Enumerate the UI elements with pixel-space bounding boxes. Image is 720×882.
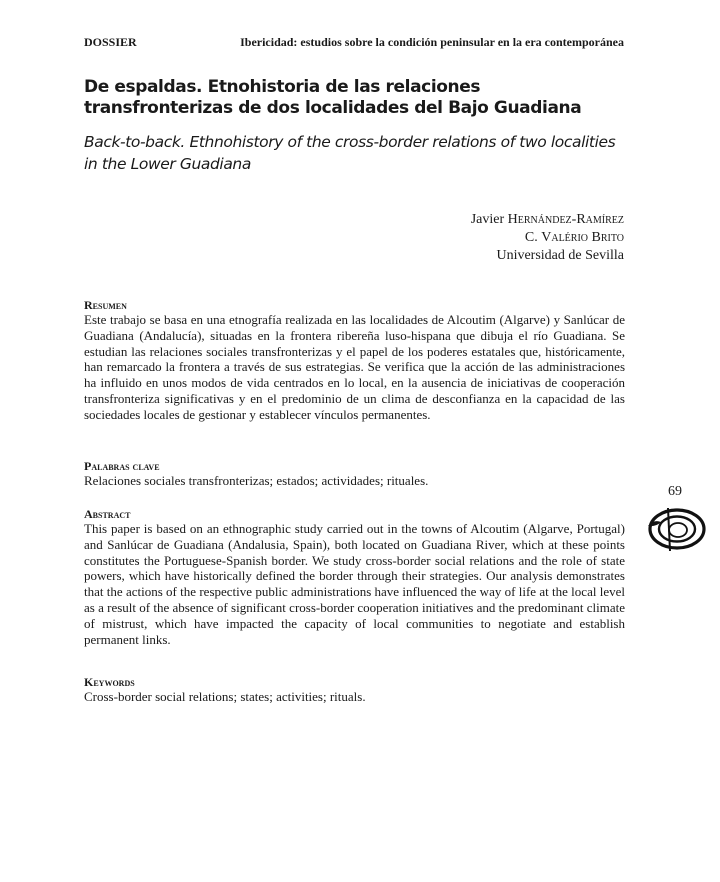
author-1-given: Javier: [470, 212, 505, 227]
keywords-text: Cross-border social relations; states; activities; rituals.: [84, 689, 366, 704]
abstract-text: This paper is based on an ethnographic study carried out in the towns of Alcoutim (Algarve, Portugal) and Sanlúcar de Guadiana (Andalusia, Spain), both located on Guadiana River, which at these points constitutes the Portuguese-Spanish border. We study cross-border social relations and the role of state powers, which have historically defined the border through their strategies. Our analysis demonstrates that the actions of the respective public administrations have influenced the way of life at the local level as a result of the absence of significant cross-border cooperation initiatives and the predominant climate of mistrust, which have impacted the capacity of local communities to negotiate and establish permanent links.: [84, 521, 625, 647]
article-subtitle: Back-to-back. Ethnohistory of the cross-border relations of two localities in the Lower Guadiana: [84, 133, 616, 173]
resumen-text: Este trabajo se basa en una etnografía realizada en las localidades de Alcoutim (Algarve) y Sanlúcar de Guadiana (Andalucía), situadas en la frontera ribereña luso-hispana que dibuja el río Guadiana. Se estudian las relaciones sociales transfronterizas y el papel de los poderes estatales que, históricamente, han remarcado la frontera a través de sus estrategias. Se verifica que la acción de las administraciones ha influido en unos modos de vida centrados en lo local, en la ausencia de iniciativas de cooperación transfronteriza significativas y en el predominio de un clima de desconfianza en la capacidad de las sociedades locales de gestionar y establecer vínculos permanentes.: [84, 312, 625, 422]
palabras-clave-text: Relaciones sociales transfronterizas; estados; actividades; rituales.: [84, 473, 429, 488]
journal-title: Ibericidad: estudios sobre la condición peninsular en la era contemporánea: [240, 35, 624, 49]
affiliation: Universidad de Sevilla: [496, 248, 624, 263]
abstract-section: [84, 507, 625, 647]
page-number: 69: [668, 484, 682, 499]
resumen-section: [84, 298, 625, 423]
palabras-clave-heading: Palabras clave: [84, 459, 160, 473]
resumen-heading: Resumen: [84, 298, 127, 312]
keywords-section: [84, 675, 625, 705]
author-2: [471, 229, 624, 247]
author-1-surname: Hernández-Ramírez: [507, 212, 624, 227]
author-1: [471, 211, 624, 229]
section-label: DOSSIER: [84, 35, 137, 49]
author-2-given: C.: [524, 230, 538, 245]
author-block: [471, 211, 624, 265]
palabras-clave-section: [84, 459, 625, 489]
author-2-surname: Valério Brito: [541, 230, 624, 245]
article-title: De espaldas. Etnohistoria de las relaciones transfronterizas de dos localidades del Bajo Guadiana: [84, 77, 582, 118]
journal-logo-icon: [644, 505, 708, 553]
running-header: [84, 35, 624, 51]
keywords-heading: Keywords: [84, 675, 135, 689]
abstract-heading: Abstract: [84, 507, 131, 521]
